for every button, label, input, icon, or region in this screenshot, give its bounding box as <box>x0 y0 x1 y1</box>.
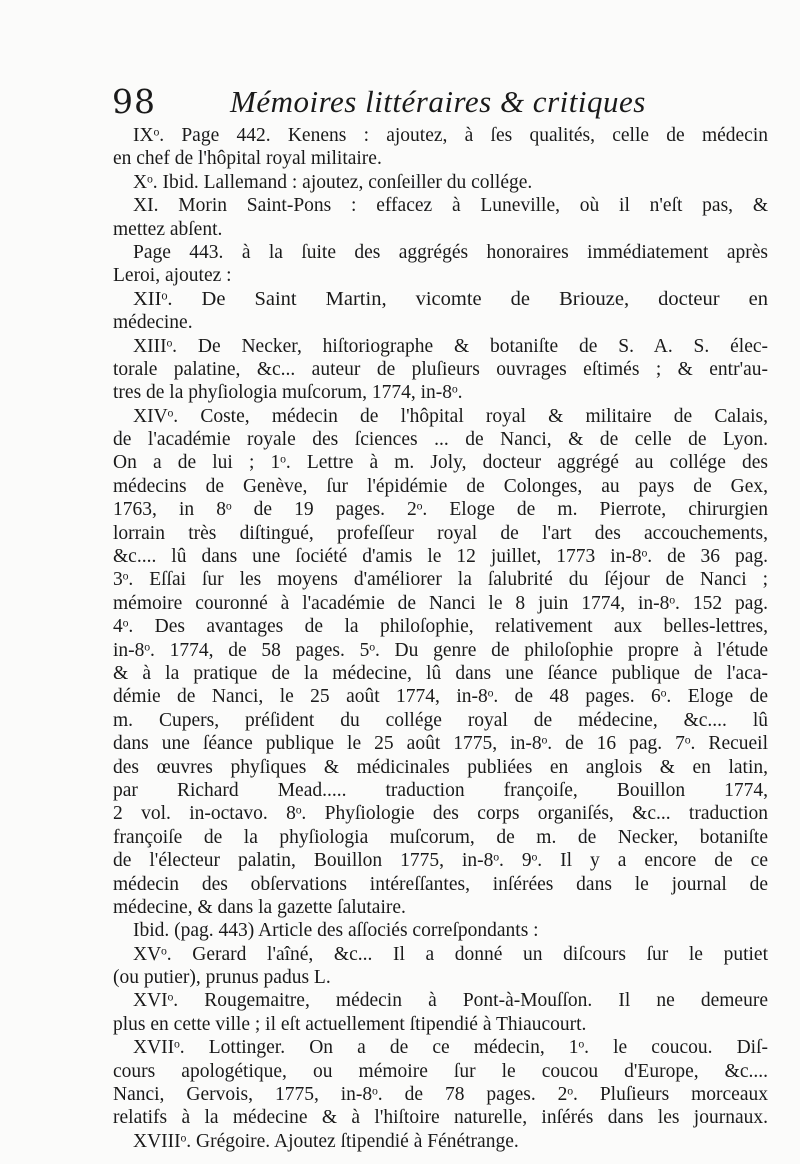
text-line: XIIIᵒ. De Necker, hiſtoriographe & botaniſte de S. A. S. élec- <box>133 335 768 357</box>
text-line: XVIIIᵒ. Grégoire. Ajoutez ſtipendié à Fénétrange. <box>133 1130 519 1152</box>
text-line: de l'académie royale des ſciences ... de Nanci, & de celle de Lyon. <box>113 429 768 451</box>
text-line: relatifs à la médecine & à l'hiſtoire naturelle, inſérés dans les journaux. <box>113 1107 768 1129</box>
text-line: médecin des obſervations intéreſſantes, inſérées dans le journal de <box>113 873 768 895</box>
text-line: torale palatine, &c... auteur de pluſieurs ouvrages eſtimés ; & entr'au- <box>113 358 768 380</box>
text-line: &c.... lû dans une ſociété d'amis le 12 juillet, 1773 in-8ᵒ. de 36 pag. <box>113 546 768 568</box>
text-line: des œuvres phyſiques & médicinales publiées en anglois & en latin, <box>113 756 768 778</box>
text-line: in-8ᵒ. 1774, de 58 pages. 5ᵒ. Du genre de philoſophie propre à l'étude <box>113 639 768 661</box>
text-line: XVIᵒ. Rougemaitre, médecin à Pont-à-Mouſſon. Il ne demeure <box>133 990 768 1012</box>
text-line: mettez abſent. <box>113 218 223 240</box>
text-line: françoiſe de la phyſiologia muſcorum, de m. de Necker, botaniſte <box>113 826 768 848</box>
text-line: XIIᵒ. De Saint Martin, vicomte de Briouze, docteur en <box>133 287 768 310</box>
text-line: Xᵒ. Ibid. Lallemand : ajoutez, conſeiller du collége. <box>133 171 533 193</box>
text-line: de l'électeur palatin, Bouillon 1775, in-8ᵒ. 9ᵒ. Il y a encore de ce <box>113 850 768 872</box>
text-line: m. Cupers, préſident du collége royal de médecine, &c.... lû <box>113 709 768 731</box>
text-line: Page 443. à la ſuite des aggrégés honoraires immédiatement après <box>133 241 768 263</box>
page-header <box>112 82 672 122</box>
text-line: XIVᵒ. Coste, médecin de l'hôpital royal & militaire de Calais, <box>133 405 768 427</box>
text-line: XVIIᵒ. Lottinger. On a de ce médecin, 1ᵒ. le coucou. Diſ- <box>133 1037 768 1059</box>
text-line: 1763, in 8ᵒ de 19 pages. 2ᵒ. Eloge de m. Pierrote, chirurgien <box>113 499 768 521</box>
text-line: plus en cette ville ; il eſt actuellement ſtipendié à Thiaucourt. <box>113 1013 587 1035</box>
text-line: médecine, & dans la gazette ſalutaire. <box>113 896 406 918</box>
text-line: mémoire couronné à l'académie de Nanci le 8 juin 1774, in-8ᵒ. 152 pag. <box>113 592 768 614</box>
text-line: IXᵒ. Page 442. Kenens : ajoutez, à ſes qualités, celle de médecin <box>133 125 768 146</box>
text-line: tres de la phyſiologia muſcorum, 1774, in-8ᵒ. <box>113 382 463 404</box>
body-text <box>113 124 768 1153</box>
text-line: lorrain très diſtingué, profeſſeur royal de l'art des accouchements, <box>113 522 768 544</box>
running-title: Mémoires littéraires & critiques <box>230 84 646 119</box>
text-line: médecine. <box>113 312 193 334</box>
page-number: 98 <box>112 82 156 121</box>
text-line: XI. Morin Saint-Pons : effacez à Luneville, où il n'eſt pas, & <box>133 195 768 217</box>
text-line: Nanci, Gervois, 1775, in-8ᵒ. de 78 pages. 2ᵒ. Pluſieurs morceaux <box>113 1084 768 1106</box>
text-line: en chef de l'hôpital royal militaire. <box>113 148 382 170</box>
text-line: médecins de Genève, ſur l'épidémie de Colonges, au pays de Gex, <box>113 475 768 497</box>
text-line: dans une ſéance publique le 25 août 1775, in-8ᵒ. de 16 pag. 7ᵒ. Recueil <box>113 733 768 755</box>
text-line: 3ᵒ. Eſſai ſur les moyens d'améliorer la ſalubrité du ſéjour de Nanci ; <box>113 569 768 591</box>
text-line: par Richard Mead..... traduction françoiſe, Bouillon 1774, <box>113 779 768 801</box>
text-line: 4ᵒ. Des avantages de la philoſophie, relativement aux belles-lettres, <box>113 616 768 638</box>
text-line: On a de lui ; 1ᵒ. Lettre à m. Joly, docteur aggrégé au collége des <box>113 452 768 474</box>
text-line: démie de Nanci, le 25 août 1774, in-8ᵒ. de 48 pages. 6ᵒ. Eloge de <box>113 686 768 708</box>
text-line: XVᵒ. Gerard l'aîné, &c... Il a donné un diſcours ſur le putiet <box>133 943 768 965</box>
text-line: 2 vol. in-octavo. 8ᵒ. Phyſiologie des corps organiſés, &c... traduction <box>113 803 768 825</box>
text-line: Ibid. (pag. 443) Article des aſſociés correſpondants : <box>133 920 539 942</box>
text-line: Leroi, ajoutez : <box>113 265 232 287</box>
text-line: cours apologétique, ou mémoire ſur le coucou d'Europe, &c.... <box>113 1060 768 1082</box>
text-line: (ou putier), prunus padus L. <box>113 967 331 989</box>
text-line: & à la pratique de la médecine, lû dans une ſéance publique de l'aca- <box>113 662 768 684</box>
